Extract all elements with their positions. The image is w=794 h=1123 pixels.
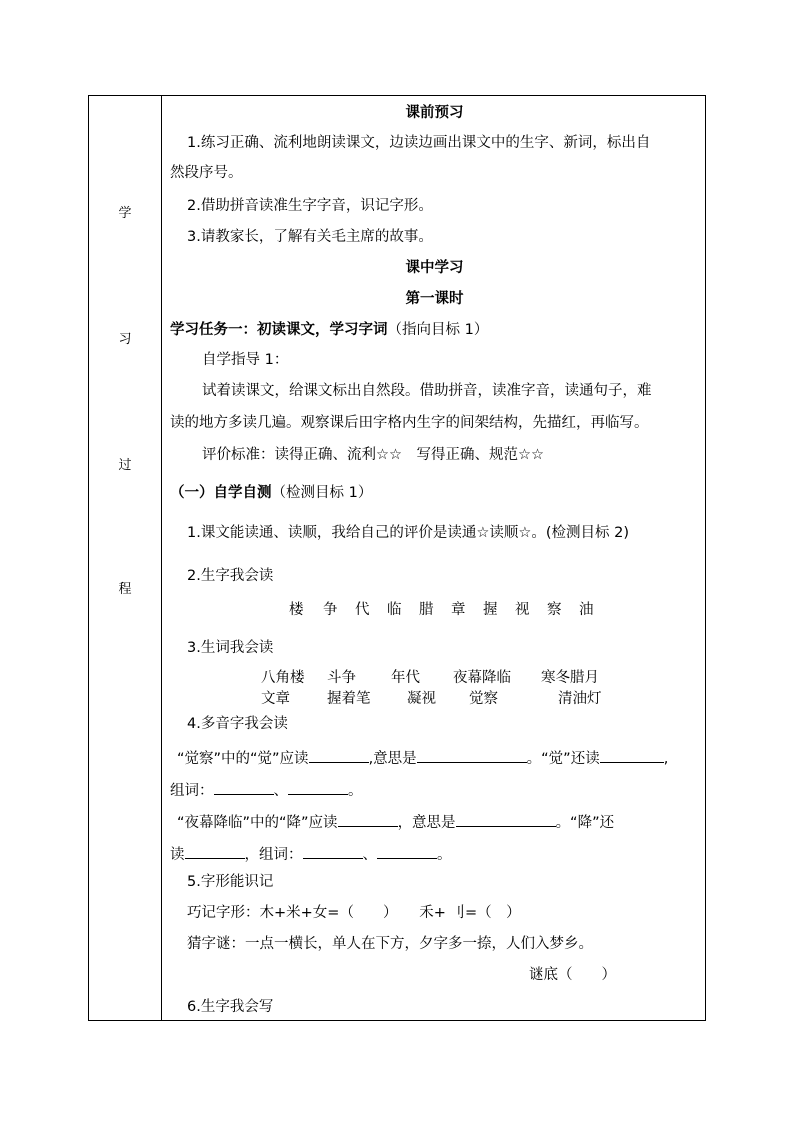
in-class-heading: 课中学习 [405, 260, 464, 276]
prompt-text: , [663, 751, 669, 767]
evaluation-criteria: 评价标准：读得正确、流利☆☆ 写得正确、规范☆☆ [202, 447, 544, 463]
prompt-text: 。“降”还 [555, 815, 615, 831]
char-item: 临 [387, 602, 402, 618]
answer-blank[interactable] [600, 748, 664, 763]
answer-blank[interactable] [288, 780, 348, 795]
preview-heading: 课前预习 [405, 105, 464, 121]
guide-title: 自学指导 1： [202, 352, 289, 368]
answer-blank[interactable] [309, 748, 369, 763]
char-item: 楼 [289, 602, 304, 618]
answer-blank[interactable] [338, 812, 398, 827]
answer-blank[interactable] [456, 812, 556, 827]
char-item: 腊 [419, 602, 434, 618]
answer-blank[interactable] [417, 748, 527, 763]
answer-blank[interactable] [377, 844, 437, 859]
prompt-text: 。 [437, 847, 452, 863]
char-item: 视 [515, 602, 530, 618]
glyph-memory-task: 巧记字形：木+米+女=（ ） 禾+ 刂=（ ） [187, 905, 521, 921]
word-item: 文章 [261, 691, 290, 707]
prompt-text: ，组词： [244, 847, 303, 863]
preview-item-1-cont: 然段序号。 [170, 165, 243, 181]
task-1-title-bold: 学习任务一：初读课文，学习字词 [170, 322, 388, 338]
task-1-title-note: （指向目标 1） [387, 322, 489, 338]
char-item: 握 [483, 602, 498, 618]
self-test-heading-note: （检测目标 1） [271, 485, 373, 501]
side-label-char: 习 [118, 332, 132, 347]
guide-text: 试着读课文，给课文标出自然段。借助拼音，读准字音，读通句子，难 [202, 383, 652, 399]
word-item: 觉察 [469, 691, 498, 707]
guide-text-cont: 读的地方多读几遍。观察课后田字格内生字的间架结构，先描红，再临写。 [170, 415, 649, 431]
character-riddle: 猜字谜：一点一横长，单人在下方，夕字多一捺，人们入梦乡。 [187, 936, 593, 952]
question-1: 1.课文能读通、读顺，我给自己的评价是读通☆读顺☆。(检测目标 2) [187, 525, 629, 541]
question-4-title: 4.多音字我会读 [187, 716, 288, 732]
question-2-title: 2.生字我会读 [187, 568, 274, 584]
task-1-title [170, 321, 488, 339]
char-item: 察 [547, 602, 562, 618]
answer-blank[interactable] [214, 780, 274, 795]
preview-item-1: 1.练习正确、流利地朗读课文，边读边画出课文中的生字、新词，标出自 [187, 135, 651, 151]
polyphone-jiang-words [170, 844, 452, 864]
answer-blank[interactable] [303, 844, 363, 859]
column-divider [161, 96, 162, 1020]
prompt-text: 组词： [170, 783, 214, 799]
period-heading: 第一课时 [405, 291, 464, 307]
side-label-char: 程 [118, 582, 132, 597]
self-test-heading [170, 484, 372, 502]
self-test-heading-bold: （一）自学自测 [170, 485, 272, 501]
word-item: 握着笔 [327, 691, 371, 707]
prompt-text: ，意思是 [397, 815, 456, 831]
prompt-text: “觉察”中的“觉”应读 [177, 751, 309, 767]
side-label-char: 学 [118, 206, 132, 221]
char-item: 章 [451, 602, 466, 618]
question-6-title: 6.生字我会写 [187, 999, 274, 1015]
prompt-text: 、 [362, 847, 377, 863]
answer-blank[interactable] [185, 844, 245, 859]
char-item: 争 [323, 602, 338, 618]
side-label-char: 过 [118, 458, 132, 473]
lesson-table [88, 95, 706, 1021]
polyphone-jue [177, 748, 668, 768]
polyphone-jue-words [170, 780, 363, 800]
word-item: 年代 [391, 670, 420, 686]
word-item: 八角楼 [261, 670, 305, 686]
prompt-text: 。“觉”还读 [526, 751, 600, 767]
char-item: 代 [355, 602, 370, 618]
riddle-answer: 谜底（ ） [529, 967, 616, 983]
question-3-title: 3.生词我会读 [187, 640, 274, 656]
word-item: 凝视 [407, 691, 436, 707]
word-item: 寒冬腊月 [541, 670, 599, 686]
preview-item-2: 2.借助拼音读准生字字音，识记字形。 [187, 198, 433, 214]
question-5-title: 5.字形能识记 [187, 874, 274, 890]
word-item: 清油灯 [558, 691, 602, 707]
prompt-text: 、 [273, 783, 288, 799]
char-item: 油 [579, 602, 594, 618]
word-item: 斗争 [327, 670, 356, 686]
prompt-text: 。 [348, 783, 363, 799]
polyphone-jiang [177, 812, 614, 832]
prompt-text: “夜幕降临”中的“降”应读 [177, 815, 338, 831]
word-item: 夜幕降临 [453, 670, 511, 686]
preview-item-3: 3.请教家长，了解有关毛主席的故事。 [187, 229, 433, 245]
prompt-text: ,意思是 [368, 751, 417, 767]
prompt-text: 读 [170, 847, 185, 863]
